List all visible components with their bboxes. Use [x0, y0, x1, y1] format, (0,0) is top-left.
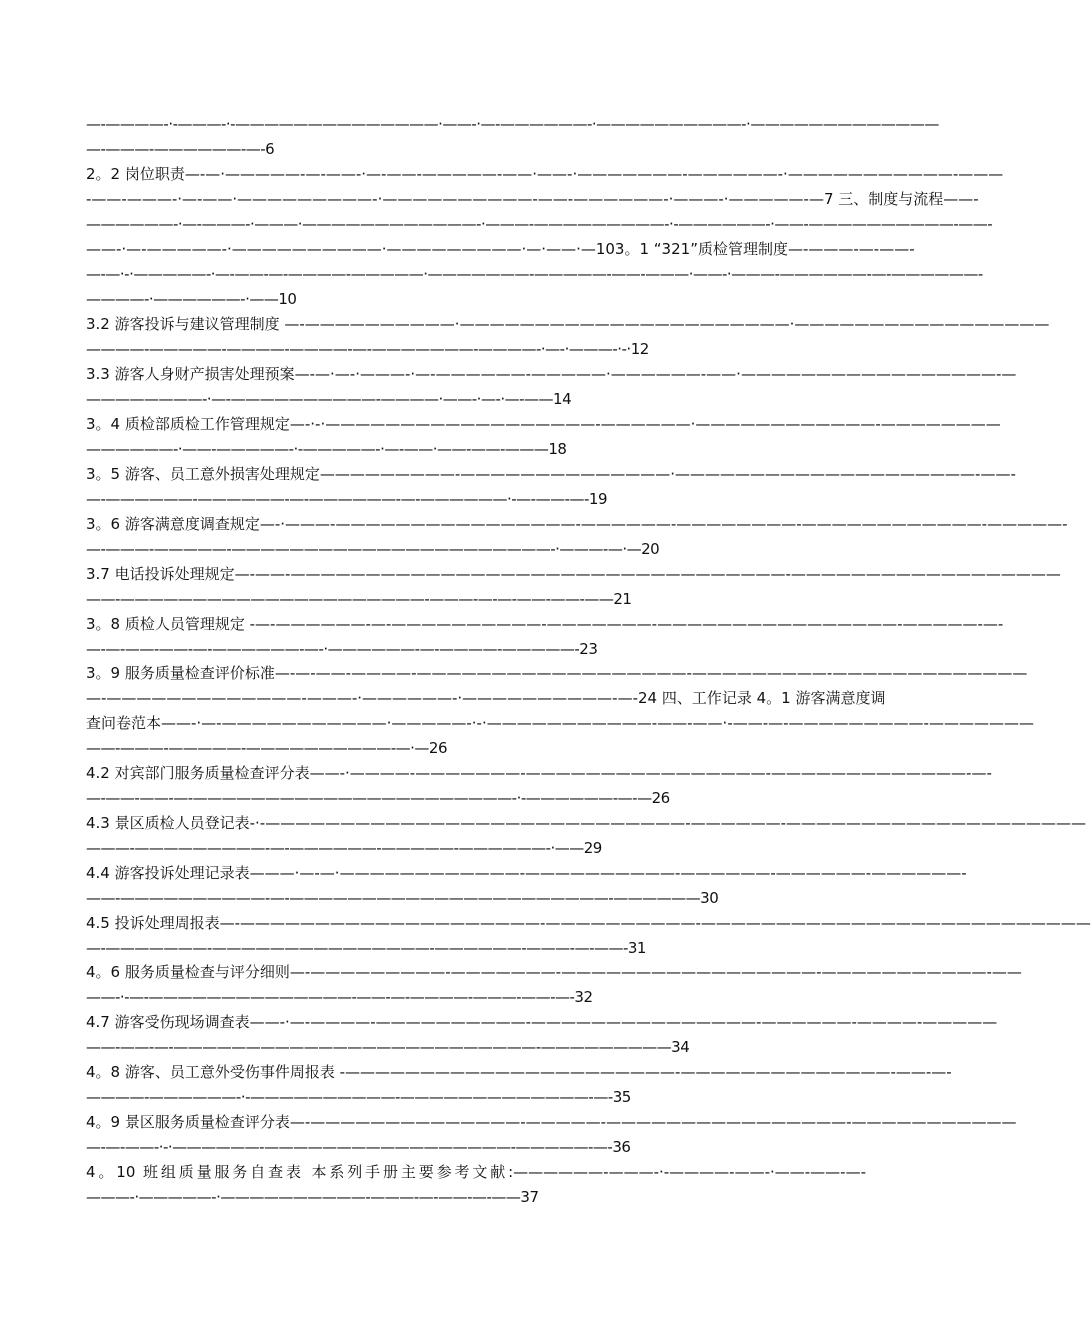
toc-line: 3。4 质检部质检工作管理规定—-·-·——————————————————-——————·————————————-———————— [86, 415, 1001, 433]
toc-line: 4。8 游客、员工意外受伤事件周报表 -——————————————————————-——————————————-——-—- [86, 1063, 952, 1081]
toc-line: 4.3 景区质检人员登记表-·-————————————————————————————-——————-———————————————————— [86, 814, 1087, 832]
toc-line: 3.7 电话投诉处理规定—-——-—————————————————————————————————-—————————————————— [86, 565, 1061, 583]
toc-line: ——————-·——-—————-·-—————-·—-——·——-——-———18 [86, 440, 567, 458]
toc-line: ————-——————-·-——————————-—————————————-—-35 [86, 1088, 631, 1106]
toc-line: —-—-——-——-—-——————-—-·——————-—-————-—————-23 [86, 640, 598, 658]
toc-line: 4。10 班组质量服务自查表 本系列手册主要参考文献:——————-———-·-————-——-·——-——-—- [86, 1163, 866, 1181]
toc-line: 3。8 质检人员管理规定 -—-——————-—-——————————-———————-————————————————-—————-—- [86, 615, 1004, 633]
toc-line: ——-——————————-—-——————————————————————-——————30 [86, 889, 719, 907]
toc-line: 2。2 岗位职责—-—·—————-—-——-·—-——-—————-——·——-·———————-——————-·———————————-——— [86, 165, 1004, 183]
toc-line: ——-·-—-——————————————-——-—-————-———-——-—-32 [86, 988, 593, 1006]
toc-line: ——————-·—-———-·———·————————————-·———-—————————-·-——————-·——-——————————-——- [86, 215, 993, 233]
toc-line: —-—-——-·-·——————-—————————————————-—————-—-36 [86, 1138, 631, 1156]
toc-line: —-———-——————-—-6 [86, 140, 275, 158]
toc-line: 3.3 游客人身财产损害处理预案—-—·—-·———-·—-——————-—————·——————-——·—————————————————-— [86, 365, 1017, 383]
toc-line: —-——-——-—-——————————————————————-·-——————-—-—26 [86, 789, 670, 807]
toc-line: ————-·——————-·——10 [86, 290, 297, 308]
toc-line: —-—·-·—————-·—-——-—-————-—————·———————-—————-——-———·——-·———-——————-—-——————- [86, 265, 983, 283]
toc-line: ———-·—————-·——————————-———-—-——-—-——37 [86, 1188, 539, 1206]
toc-line: —-———-—————-——————————————————————-·———-—·—20 [86, 540, 660, 558]
toc-line: ———-—————————-—-——————-—————-——————-·——29 [86, 839, 602, 857]
toc-line: ——-·—-—————-·——————————·—————————·—·——·—103。1 “321”质检管理制度—-———-—-——- [86, 240, 915, 258]
toc-line: ——-—————————————————————-———-—-—-——-——-——21 [86, 590, 632, 608]
toc-line: ——-———-—————-——————————-—·—26 [86, 739, 448, 757]
toc-line: 4。9 景区服务质量检查评分表—-——————————————-—————-————————————————-——————————— [86, 1113, 1017, 1131]
toc-line: 3。9 服务质量检查评价标准—-—-——-————-——————————————————-—————————-————————————— [86, 664, 1028, 682]
toc-line: —-———————-———————————————-——————-———-—-——-31 [86, 939, 646, 957]
toc-line: 3。6 游客满意度调查规定—-·———-————————————————-——————-————————-————————————-—————- [86, 515, 1068, 533]
toc-line: 4.5 投诉处理周报表—-————————————————————-——————————-—————————————————————————— [86, 914, 1091, 932]
toc-line: ————-—————-————-————-—-———————-————-·—-·———-·-·12 [86, 340, 649, 358]
toc-line: 3.2 游客投诉与建议管理制度 —-——————————·——————————————————————·————————————————— [86, 315, 1050, 333]
toc-line: -——-———-·—-——·—————————-·——————————-——-——————-·———-·—————-—7 三、制度与流程——- [86, 190, 979, 208]
toc-line: —-——————-——————-—-——————-—-——————·-—-——-—-19 [86, 490, 607, 508]
toc-line: 4.7 游客受伤现场调查表——-·—-————-——————————-———————————————-——————-————-————— [86, 1013, 998, 1031]
toc-line: ————————-·—-——————————-————·——-·—-·—-——14 [86, 390, 572, 408]
toc-line: 3。5 游客、员工意外损害处理规定—————————-——————————————·————————————————————-——- [86, 465, 1016, 483]
toc-line: —-—————————————-———-·——————-·——————————-—-24 四、工作记录 4。1 游客满意度调 [86, 689, 886, 707]
toc-line: 4。6 服务质量检查与评分细则—-—————————-———————-—————————————————-———————————-—— [86, 963, 1022, 981]
toc-line: 查问卷范本——-·—-———————————·—————-·-·———————————-——-——·-——-—-—————————-——————— [86, 714, 1034, 732]
toc-line: 4.2 对宾部门服务质量检查评分表——-·————-———————-————————————————-—————————————-—- [86, 764, 992, 782]
toc-line: 4.4 游客投诉处理记录表———·—-—·————————————-——————————-——————-——————-——————- [86, 864, 967, 882]
toc-line: ——-——-—-—————————————————————————-—————————34 [86, 1038, 690, 1056]
toc-line: —-————-·-———-·-——————————————·——-·—-——————-·——————————-·————————————— [86, 115, 939, 133]
